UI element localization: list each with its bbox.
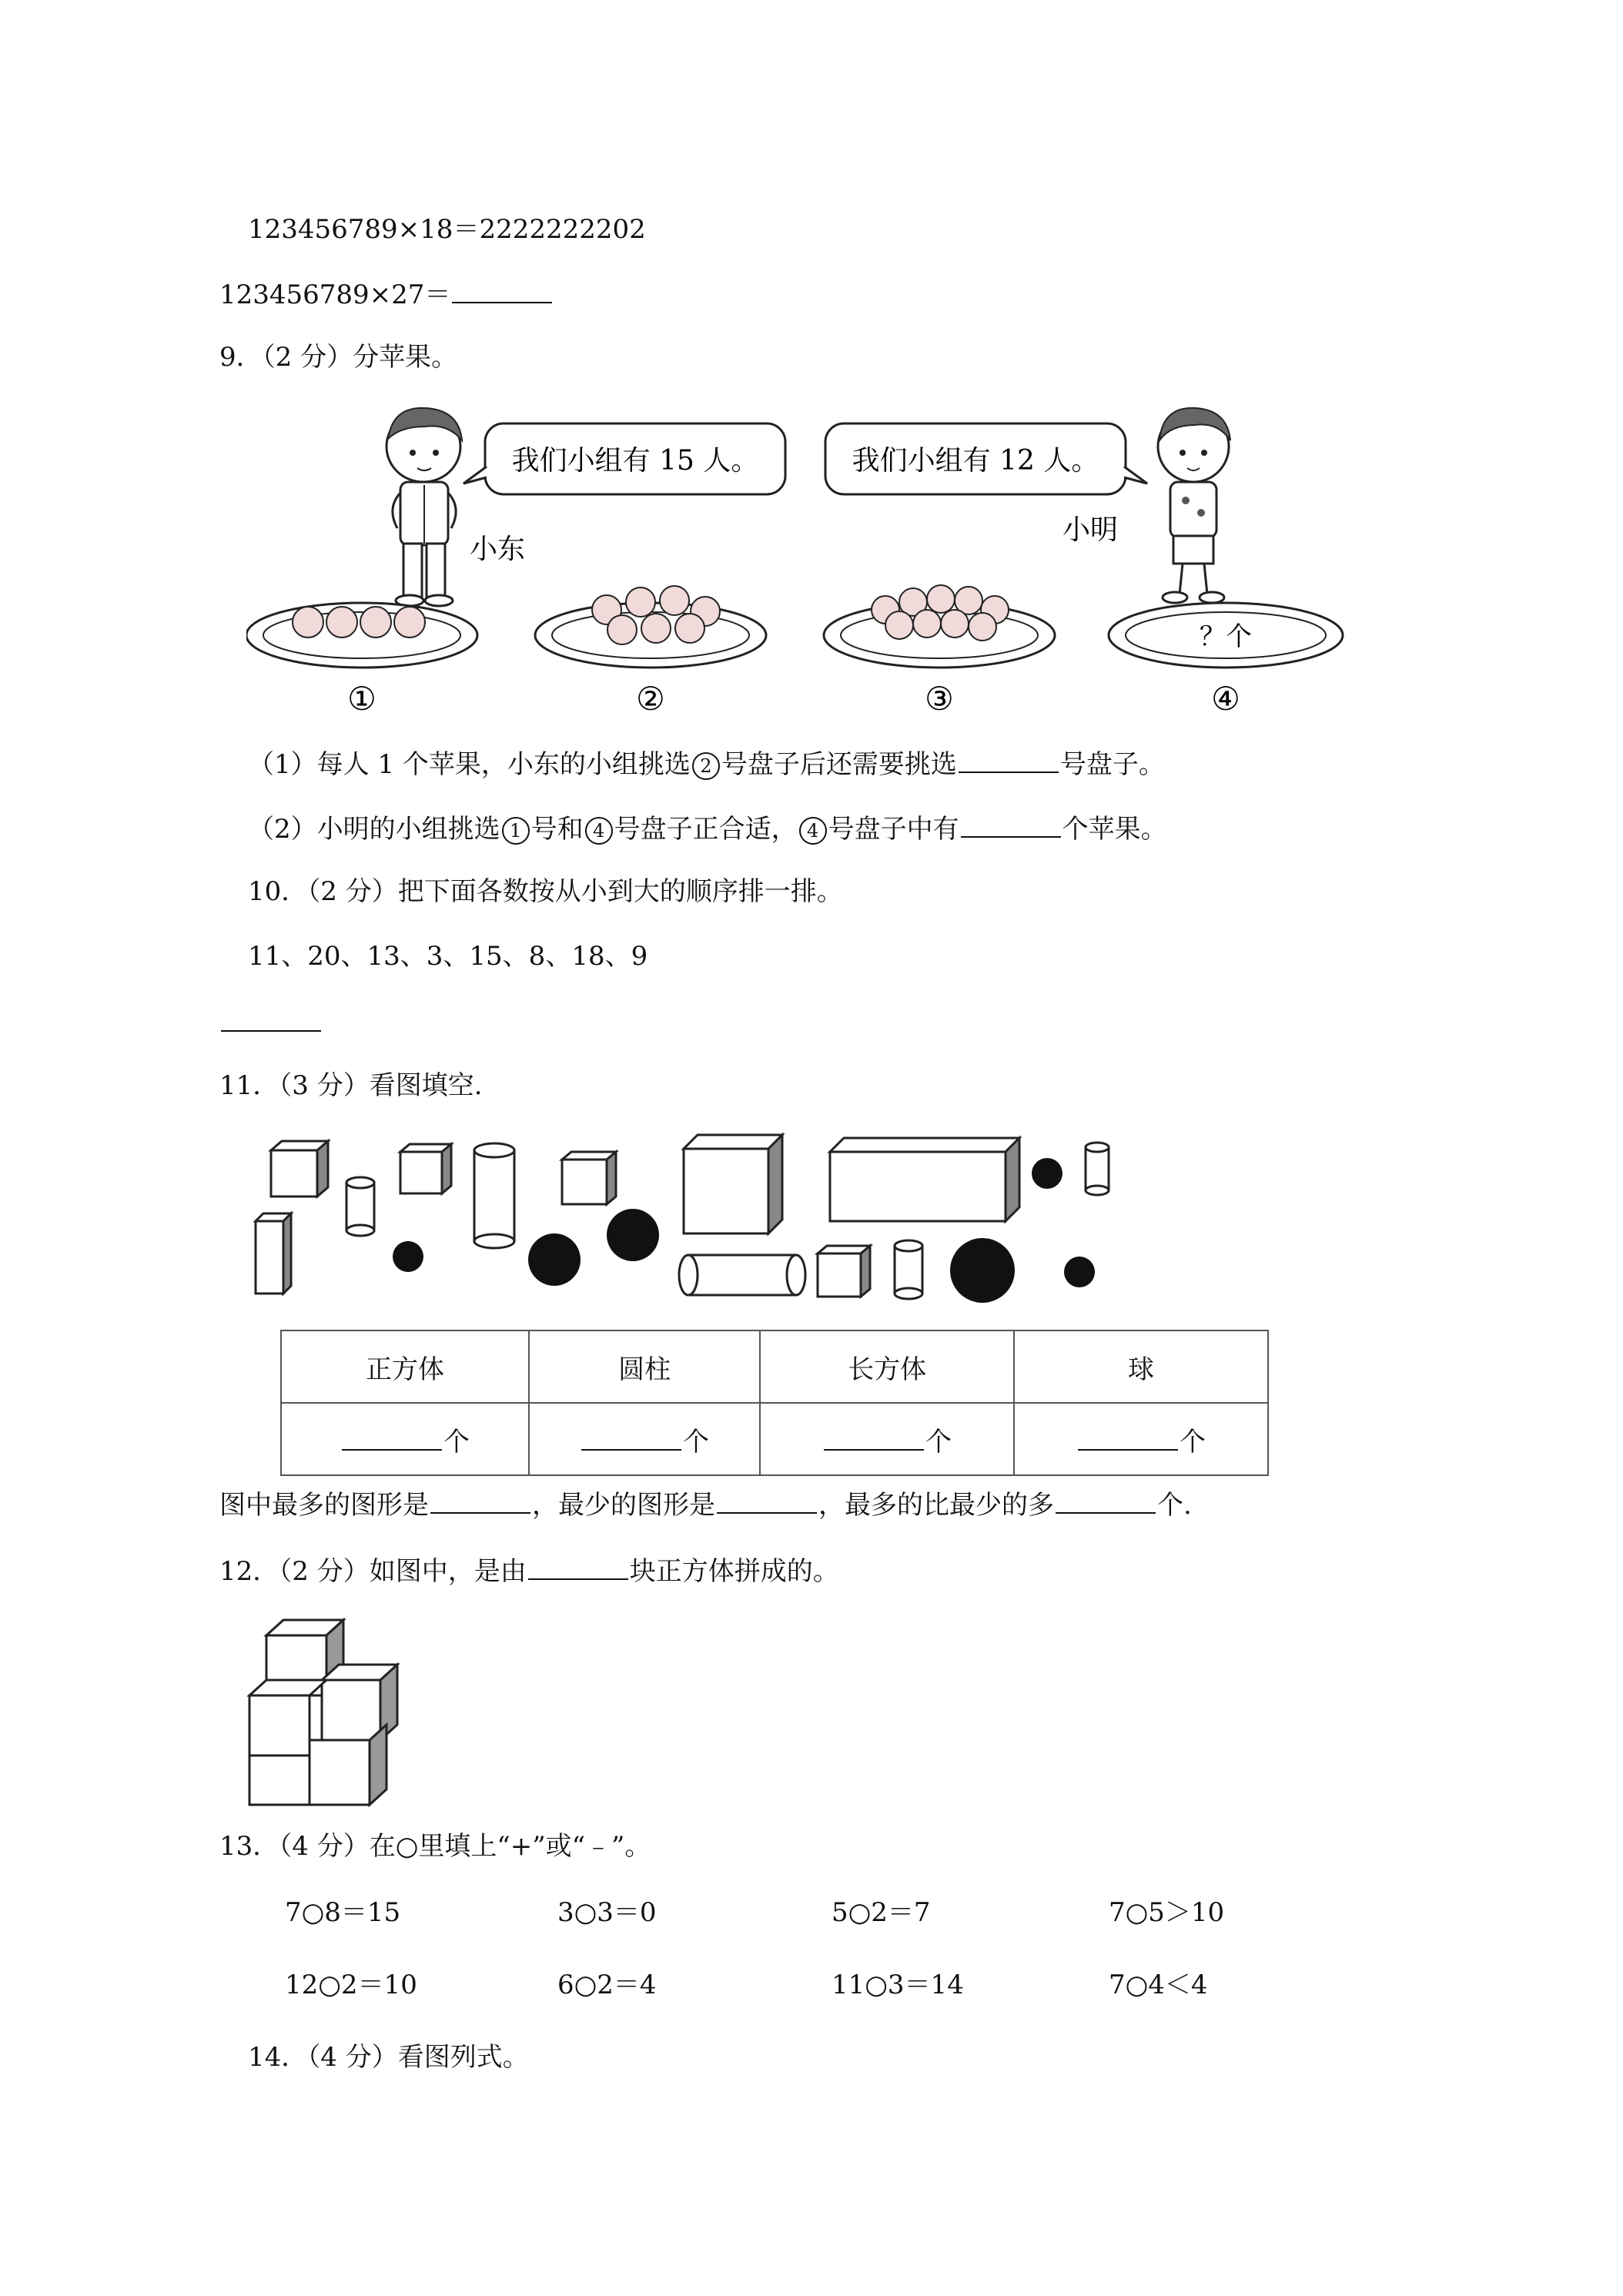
q11-shapes-illustration (246, 1124, 1155, 1317)
speech-bubble-left (463, 423, 785, 494)
q11-summary-b: ，最少的图形是 (532, 1490, 715, 1521)
equation-line-2 (219, 276, 554, 312)
table-answer-row (281, 1403, 1268, 1475)
cylinder-shape (1086, 1143, 1109, 1195)
q13-item: 7○5＞10 (1109, 1897, 1225, 1928)
q9-sub1-text-b: 号盘子后还需要挑选 (721, 749, 957, 780)
sphere-shape (1032, 1158, 1062, 1189)
q12-title-b: 块正方体拼成的。 (629, 1556, 839, 1587)
cell-cuboid-count (760, 1403, 1014, 1475)
q14-title: 14．（4 分）看图列式。 (248, 2042, 529, 2073)
q11-title: 11．（3 分）看图填空. (219, 1070, 483, 1101)
speech-right-text: 我们小组有 12 人。 (852, 445, 1099, 477)
header-cuboid: 长方体 (760, 1330, 1014, 1403)
circled-number: 2 (692, 752, 720, 780)
q9-sub1-text-a: （1）每人 1 个苹果，小东的小组挑选 (248, 749, 691, 780)
q9-sub2-text-d: 号盘子中有 (828, 814, 959, 845)
q13-title: 13．（4 分）在○里填上“+”或“﹣”。 (219, 1831, 651, 1862)
plate-label-4: ④ (1211, 680, 1240, 718)
sphere-shape (393, 1241, 423, 1272)
q13-item: 12○2＝10 (285, 1970, 417, 2000)
cylinder-shape-lying (679, 1255, 805, 1295)
plate-label-3: ③ (925, 680, 954, 718)
q13-item: 11○3＝14 (832, 1970, 964, 2000)
plate-label-2: ② (636, 680, 665, 718)
q10-title: 10．（2 分）把下面各数按从小到大的顺序排一排。 (248, 876, 843, 907)
header-cube: 正方体 (281, 1330, 529, 1403)
answer-blank-q9-1[interactable] (959, 745, 1059, 773)
cylinder-shape (895, 1240, 922, 1299)
q9-illustration (246, 393, 1370, 724)
equation-line-2-text: 123456789×27＝ (219, 279, 451, 310)
plate-4 (1109, 603, 1343, 668)
q13-item: 6○2＝4 (557, 1970, 657, 2000)
table-header-row (281, 1330, 1268, 1403)
q10-answer-line (219, 1004, 323, 1040)
cell-cube-count (281, 1403, 529, 1475)
q12-title-a: 12．（2 分）如图中，是由 (219, 1556, 527, 1587)
q9-sub2-text-c: 号盘子正合适， (614, 814, 798, 845)
plate-4-question: ？个 (1200, 621, 1252, 652)
equation-line-1: 123456789×18＝2222222202 (248, 214, 646, 245)
q11-summary-d: 个. (1157, 1490, 1192, 1521)
answer-blank-q9-2[interactable] (961, 810, 1061, 838)
cuboid-shape (830, 1138, 1019, 1221)
sphere-shape (607, 1209, 659, 1261)
q9-sub2-text-e: 个苹果。 (1062, 814, 1167, 845)
cube-shape (271, 1141, 328, 1197)
q13-item: 5○2＝7 (832, 1897, 931, 1928)
q10-numbers: 11、20、13、3、15、8、18、9 (248, 941, 648, 972)
unit-label: 个 (443, 1426, 470, 1458)
circled-number: 1 (502, 817, 530, 845)
circled-number: 4 (585, 817, 613, 845)
q11-shape-table (280, 1330, 1269, 1476)
answer-blank-difference[interactable] (1056, 1486, 1156, 1514)
speech-left-text: 我们小组有 15 人。 (511, 445, 759, 477)
cuboid-shape (256, 1213, 291, 1294)
plate-1 (246, 603, 477, 668)
cylinder-shape (346, 1177, 374, 1236)
q9-sub1 (248, 745, 1165, 782)
answer-blank-cube[interactable] (342, 1423, 442, 1451)
plate-2 (535, 586, 766, 668)
unit-label: 个 (1180, 1426, 1206, 1458)
answer-blank-cylinder[interactable] (581, 1423, 681, 1451)
sphere-shape (950, 1238, 1015, 1303)
cylinder-shape (474, 1143, 514, 1248)
speech-bubble-right (825, 423, 1147, 494)
cube-shape (562, 1152, 616, 1204)
answer-blank-q10[interactable] (221, 1004, 321, 1032)
sphere-shape (1064, 1257, 1095, 1287)
answer-blank-sphere[interactable] (1078, 1423, 1178, 1451)
header-sphere: 球 (1014, 1330, 1268, 1403)
answer-blank-cuboid[interactable] (824, 1423, 924, 1451)
q12-title (219, 1552, 839, 1588)
plate-3 (824, 585, 1055, 668)
circled-number: 4 (799, 817, 827, 845)
name-xiaodong: 小东 (470, 534, 526, 565)
q9-title: 9．（2 分）分苹果。 (219, 342, 458, 373)
unit-label: 个 (925, 1426, 952, 1458)
q11-summary-a: 图中最多的图形是 (219, 1490, 429, 1521)
q13-item: 7○4＜4 (1109, 1970, 1208, 2000)
header-cylinder: 圆柱 (529, 1330, 760, 1403)
q11-summary (219, 1486, 1192, 1522)
boy-left-figure (387, 408, 462, 606)
cube-shape (684, 1135, 782, 1233)
answer-blank-q8[interactable] (452, 276, 552, 303)
cube-shape (400, 1144, 451, 1193)
answer-blank-least[interactable] (717, 1486, 817, 1514)
q9-sub2-text-a: （2）小明的小组挑选 (248, 814, 500, 845)
cube-shape (818, 1246, 870, 1297)
boy-right-figure (1158, 408, 1230, 603)
q9-sub1-text-c: 号盘子。 (1059, 749, 1165, 780)
answer-blank-most[interactable] (430, 1486, 530, 1514)
q9-sub2-text-b: 号和 (530, 814, 584, 845)
q13-item: 3○3＝0 (557, 1897, 657, 1928)
plate-label-1: ① (347, 680, 376, 718)
q13-item: 7○8＝15 (285, 1897, 401, 1928)
unit-label: 个 (683, 1426, 710, 1458)
name-xiaoming: 小明 (1062, 514, 1119, 546)
q9-sub2 (248, 810, 1167, 846)
sphere-shape (528, 1233, 581, 1286)
q12-cube-stack (243, 1609, 420, 1809)
cell-sphere-count (1014, 1403, 1268, 1475)
q11-summary-c: ，最多的比最少的多 (818, 1490, 1054, 1521)
answer-blank-q12[interactable] (528, 1552, 628, 1580)
cell-cylinder-count (529, 1403, 760, 1475)
